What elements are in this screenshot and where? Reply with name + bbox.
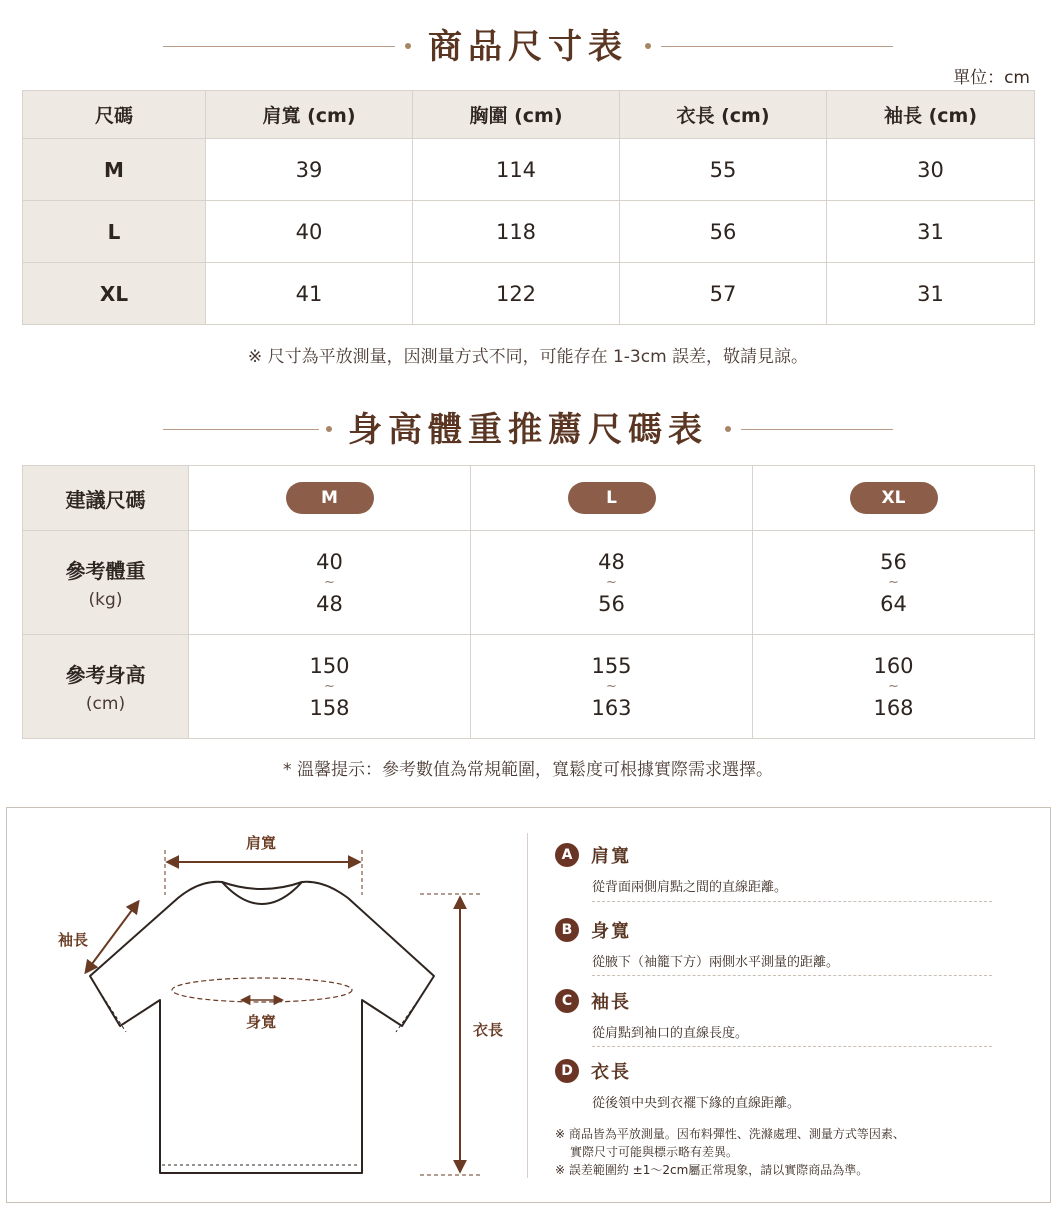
legend-desc: 從腋下（袖籠下方）兩側水平測量的距離。 <box>592 955 840 970</box>
legend-desc: 從後領中央到衣襬下緣的直線距離。 <box>592 1096 801 1111</box>
header-sleeve: 袖長 (cm) <box>827 91 1035 139</box>
footnote-2: 實際尺寸可能與標示略有差異。 <box>570 1145 739 1159</box>
row-label-size: 建議尺碼 <box>23 466 189 531</box>
cell-shoulder: 39 <box>206 139 413 201</box>
size-badge: M <box>286 482 374 514</box>
legend-title: 身寬 <box>591 921 631 942</box>
legend-divider <box>592 975 992 976</box>
recommend-chart-title: 身高體重推薦尺碼表 <box>348 410 708 450</box>
cell-chest: 118 <box>413 201 620 263</box>
range-to: 168 <box>873 695 914 720</box>
legend-title: 肩寬 <box>591 846 631 867</box>
range-tilde: ~ <box>324 574 335 590</box>
range-tilde: ~ <box>606 678 617 694</box>
range-to: 64 <box>880 591 907 616</box>
title-dot-right <box>645 43 651 49</box>
range-to: 163 <box>591 695 632 720</box>
footnote-1: ※ 商品皆為平放測量。因布料彈性、洗滌處理、測量方式等因素、 <box>555 1127 905 1141</box>
row-size: XL <box>23 263 206 325</box>
legend-item <box>555 1058 995 1111</box>
cell-sleeve: 31 <box>827 263 1035 325</box>
table-row <box>23 531 1035 635</box>
cell-chest: 122 <box>413 263 620 325</box>
range-to: 56 <box>598 591 625 616</box>
height-range <box>189 635 471 739</box>
label-chest-width: 身寬 <box>246 1013 277 1031</box>
legend-title: 衣長 <box>591 1062 631 1083</box>
range-from: 48 <box>598 549 625 574</box>
size-chart-table <box>22 90 1035 325</box>
range-from: 150 <box>309 653 350 678</box>
recommend-chart-note: * 溫馨提示：參考數值為常規範圍，寬鬆度可根據實際需求選擇。 <box>283 760 773 780</box>
size-cell <box>189 466 471 531</box>
size-cell <box>471 466 753 531</box>
range-from: 40 <box>316 549 343 574</box>
cell-length: 57 <box>620 263 827 325</box>
height-range <box>753 635 1035 739</box>
header-chest: 胸圍 (cm) <box>413 91 620 139</box>
range-to: 48 <box>316 591 343 616</box>
title-rule-right <box>741 429 893 430</box>
cell-length: 55 <box>620 139 827 201</box>
recommend-chart-table <box>22 465 1035 739</box>
diagram-divider <box>527 833 528 1178</box>
badge-a: A <box>555 843 579 867</box>
cell-shoulder: 41 <box>206 263 413 325</box>
range-tilde: ~ <box>888 574 899 590</box>
range-tilde: ~ <box>888 678 899 694</box>
size-badge: XL <box>850 482 938 514</box>
size-chart-header <box>0 22 1056 72</box>
size-chart-title: 商品尺寸表 <box>428 27 628 67</box>
table-row <box>23 201 1035 263</box>
weight-range <box>753 531 1035 635</box>
cell-chest: 114 <box>413 139 620 201</box>
legend-title: 袖長 <box>591 992 631 1013</box>
legend-desc: 從背面兩側肩點之間的直線距離。 <box>592 880 788 895</box>
table-header-row <box>23 91 1035 139</box>
title-rule-right <box>661 46 893 47</box>
range-from: 56 <box>880 549 907 574</box>
badge-c: C <box>555 989 579 1013</box>
table-row <box>23 263 1035 325</box>
cell-sleeve: 31 <box>827 201 1035 263</box>
table-row <box>23 466 1035 531</box>
weight-unit: (kg) <box>88 590 123 610</box>
header-shoulder: 肩寬 (cm) <box>206 91 413 139</box>
weight-label: 參考體重 <box>65 559 146 583</box>
size-cell <box>753 466 1035 531</box>
legend-item <box>555 988 995 1041</box>
recommend-chart-header <box>0 405 1056 455</box>
title-dot-right <box>725 426 731 432</box>
height-label: 參考身高 <box>65 663 146 687</box>
label-sleeve-length: 袖長 <box>58 931 89 949</box>
row-size: M <box>23 139 206 201</box>
range-from: 160 <box>873 653 914 678</box>
unit-label: 單位：cm <box>953 68 1030 88</box>
row-label-height <box>23 635 189 739</box>
badge-b: B <box>555 918 579 942</box>
label-shoulder-width: 肩寬 <box>246 834 277 852</box>
legend-item <box>555 917 995 970</box>
cell-shoulder: 40 <box>206 201 413 263</box>
range-tilde: ~ <box>324 678 335 694</box>
range-to: 158 <box>309 695 350 720</box>
height-range <box>471 635 753 739</box>
footnote-3: ※ 誤差範圍約 ±1～2cm屬正常現象，請以實際商品為準。 <box>555 1163 869 1177</box>
weight-range <box>189 531 471 635</box>
range-from: 155 <box>591 653 632 678</box>
legend-item <box>555 842 995 895</box>
table-row <box>23 635 1035 739</box>
badge-d: D <box>555 1059 579 1083</box>
header-size: 尺碼 <box>23 91 206 139</box>
legend-divider <box>592 901 992 902</box>
range-tilde: ~ <box>606 574 617 590</box>
row-label-weight <box>23 531 189 635</box>
cell-length: 56 <box>620 201 827 263</box>
legend-divider <box>592 1046 992 1047</box>
height-unit: (cm) <box>85 694 126 714</box>
weight-range <box>471 531 753 635</box>
cell-sleeve: 30 <box>827 139 1035 201</box>
size-badge: L <box>568 482 656 514</box>
label-body-length: 衣長 <box>473 1021 504 1039</box>
row-size: L <box>23 201 206 263</box>
size-chart-note: ※ 尺寸為平放測量，因測量方式不同，可能存在 1-3cm 誤差，敬請見諒。 <box>247 347 809 367</box>
table-row <box>23 139 1035 201</box>
header-length: 衣長 (cm) <box>620 91 827 139</box>
legend-desc: 從肩點到袖口的直線長度。 <box>592 1026 749 1041</box>
